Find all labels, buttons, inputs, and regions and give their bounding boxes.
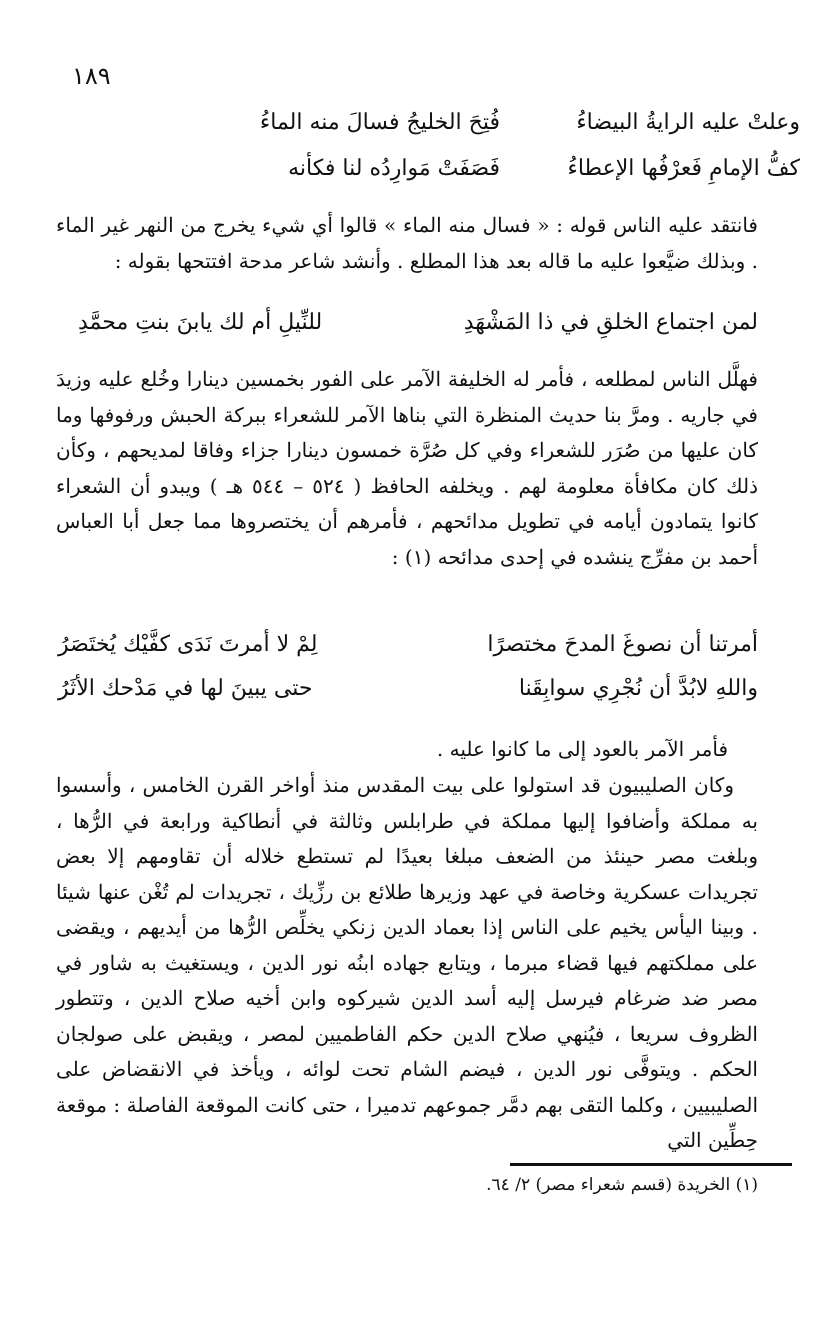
verse-line-1 xyxy=(120,104,800,142)
verse-4-second-hemistich: لِمْ لا أمرتَ نَدَى كفَّيْك يُختَصَرُ xyxy=(58,632,318,657)
verse-3-first-hemistich: لمن اجتماع الخلقِ في ذا المَشْهَدِ xyxy=(463,310,758,335)
verse-5-second-hemistich: حتى يبينَ لها في مَدْحك الأثَرُ xyxy=(58,676,313,701)
verse-2-second-hemistich: كفُّ الإمامِ فَعرْفُها الإعطاءُ xyxy=(567,156,800,181)
verse-line-4 xyxy=(58,632,758,672)
paragraph-4: وكان الصليبيون قد استولوا على بيت المقدس منذ أواخر القرن الخامس ، وأسسوا به مملكة وأضافوا إليها مملكة في طرابلس وثالثة في أنطاكية ورابعة في الرُّها ، وبلغت مصر حينئذ من الضعف مبلغا بعيدًا لم تستطع خلاله أن تقاومهم إلا بعض تجريدات عسكرية وخاصة في عهد وزيرها طلائع بن رزِّيك ، تجريدات لم تُغْن عنها شيئا . وبينا اليأس يخيم على الناس إذا بعماد الدين زنكي يخلِّص الرُّها من أيديهم ، ويقضى على مملكتهم فيها قضاء مبرما ، ويتابع جهاده ابنُه نور الدين ، ويستغيث به شاور في مصر ضد ضرغام فيرسل إليه أسد الدين شيركوه وابن أخيه صلاح الدين ، وتتطور الظروف سريعا ، فيُنهي صلاح الدين حكم الفاطميين لمصر ، ويقبض على صولجان الحكم . ويتوفَّى نور الدين ، فيضم الشام تحت لوائه ، ويأخذ في الانقضاض على الصليبيين ، وكلما التقى بهم دمَّر جموعهم تدميرا ، حتى كانت الموقعة الفاصلة : موقعة حِطِّين التي xyxy=(56,773,759,1152)
verse-line-5 xyxy=(58,676,758,716)
paragraph-2: فهلَّل الناس لمطلعه ، فأمر له الخليفة الآمر على الفور بخمسين دينارا وخُلع عليه وزيدَ في جاريه . ومرَّ بنا حديث المنظرة التي بناها الآمر للشعراء ببركة الحبش ورفوفها وما كان عليها من صُرَر للشعراء وفي كل صُرَّة خمسون دينارا جزاء وفاقا لمديحهم ، وكأن ذلك كان مكافأة معلومة لهم . ويخلفه الحافظ ( ٥٢٤ – ٥٤٤ هـ ) ويبدو أن الشعراء كانوا يتمادون أيامه في تطويل مدائحهم ، فأمرهم أن يختصروها مما جعل أبا العباس أحمد بن مفرِّج ينشده في إحدى مدائحه (١) : xyxy=(56,367,759,569)
verse-1-second-hemistich: وعلتْ عليه الرايةُ البيضاءُ xyxy=(576,110,800,135)
verse-1-first-hemistich: فُتِحَ الخليجُ فسالَ منه الماءُ xyxy=(259,110,500,135)
verse-2-first-hemistich: فَصَفَتْ مَوارِدُه لنا فكأنه xyxy=(288,156,500,181)
verse-5-first-hemistich: واللهِ لابُدَّ أن نُجْرِي سوابِقَنا xyxy=(518,676,758,701)
paragraph-1: فانتقد عليه الناس قوله : « فسال منه الماء » قالوا أي شيء يخرج من النهر غير الماء . وبذلك ضيَّعوا عليه ما قاله بعد هذا المطلع . وأنشد شاعر مدحة افتتحها بقوله : xyxy=(56,213,758,273)
footnote: (١) الخريدة (قسم شعراء مصر) ٢/ ٦٤. xyxy=(486,1175,758,1195)
verse-line-2 xyxy=(120,150,800,188)
footnote-separator xyxy=(510,1163,792,1166)
verse-line-3 xyxy=(78,310,758,350)
paragraph-3: فأمر الآمر بالعود إلى ما كانوا عليه . xyxy=(436,737,728,761)
verse-4-first-hemistich: أمرتنا أن نصوغَ المدحَ مختصرًا xyxy=(487,632,758,657)
page-number: ١٨٩ xyxy=(72,62,111,90)
verse-3-second-hemistich: للنِّيلِ أم لك يابنَ بنتِ محمَّدِ xyxy=(78,310,323,335)
